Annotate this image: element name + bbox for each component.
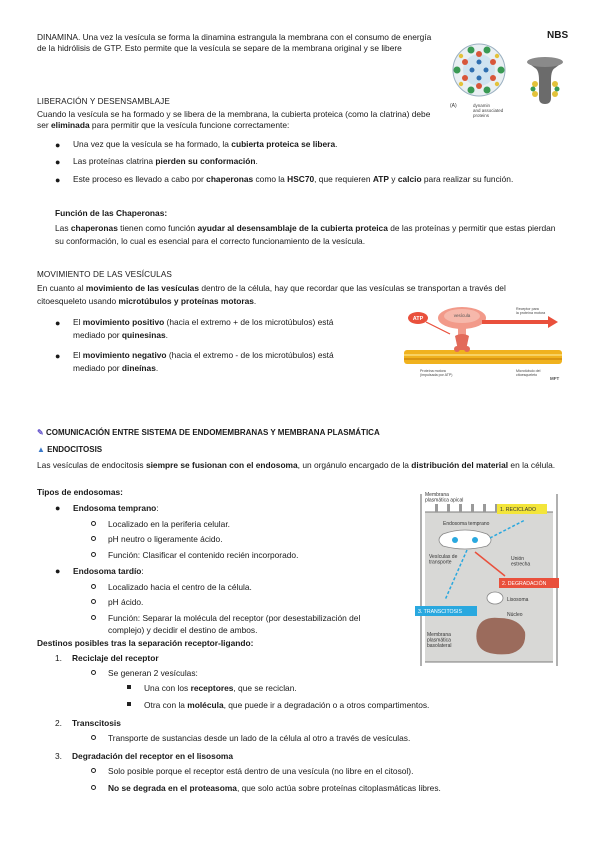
bullet-bold: calcio [397, 173, 422, 184]
liberacion-intro-text: Cuando la vesícula se ha formado y se libera de la membrana, la cubierta proteica (como la clatrina) debe ser [37, 109, 431, 131]
bullet-text: (hacia el extremo - de los microtúbulos) está mediado por [73, 349, 334, 374]
circle-bullet-icon [91, 670, 96, 675]
movimiento-intro-bold: microtúbulos y proteínas motoras [118, 296, 254, 307]
dinamina-text: Una vez la vesícula se forma la dinamina estrangula la membrana con el consumo de energía de la hidrólisis de GTP. Esto permite que la vesícula se separe de la membrana original y se libere [37, 32, 432, 54]
nucleo-label: Núcleo [507, 612, 523, 618]
flask-icon: ▲ [37, 445, 45, 454]
list-item [55, 750, 565, 762]
destino-sub-bold: No se degrada en el proteasoma [108, 782, 237, 793]
temprano-block [55, 502, 385, 561]
tardio-item: pH ácido. [108, 597, 144, 608]
bullet-text: . [165, 330, 168, 341]
movimiento-title: MOVIMIENTO DE LAS VESÍCULAS [37, 270, 172, 279]
tardio-title: Endosoma tardío [73, 566, 142, 576]
basolateral-label: Membrana plasmática basolateral [427, 632, 452, 649]
destinos-list [55, 652, 565, 794]
destino-subsub-bold: receptores [190, 683, 234, 694]
comunicacion-title-text: COMUNICACIÓN ENTRE SISTEMA DE ENDOMEMBRANAS Y MEMBRANA PLASMÁTICA [45, 428, 380, 437]
bullet-text: Este proceso es llevado a cabo por [73, 173, 207, 184]
bullet-icon: ● [55, 318, 61, 328]
list-item [91, 765, 565, 777]
list-item [91, 732, 565, 744]
pencil-icon: ✎ [37, 428, 44, 437]
bullet-icon: ● [55, 566, 61, 576]
atp-label: ATP [412, 316, 424, 322]
chaperonas-bold: ayudar al desensamblaje de la cubierta proteica [197, 223, 388, 233]
movimiento-intro-bold: movimiento de las vesículas [85, 283, 200, 293]
bullet-bold: chaperonas [206, 173, 254, 184]
bullet-text: El [73, 317, 83, 327]
bullet-text: como la [253, 173, 288, 184]
square-bullet-icon [127, 702, 131, 706]
bullet-text: Las proteínas clatrina [73, 156, 156, 167]
bullet-icon: ● [55, 157, 61, 168]
liberacion-intro-bold: eliminada [50, 120, 90, 131]
endocitosis-bold: siempre se fusionan con el endosoma [145, 460, 298, 470]
destino-subsub: , que puede ir a degradación o a otros compartimentos. [223, 699, 430, 710]
vesicula-label: vesícula [453, 313, 471, 318]
temprano-item: Función: Clasificar el contenido recién incorporado. [108, 549, 299, 560]
bullet-text: Una vez que la vesícula se ha formado, la [73, 139, 232, 149]
endocitosis-text: en la célula. [508, 460, 556, 470]
destino-num: 3. [55, 751, 62, 762]
apical-label: Membrana plasmática apical [425, 492, 464, 504]
endocitosis-text: Las vesículas de endocitosis [37, 460, 146, 470]
destino-sub: Se generan 2 vesículas: [108, 668, 198, 679]
temprano-suffix: : [156, 503, 159, 513]
chaperonas-text: de las proteínas y permitir que estas pierdan su conformación, lo cual es esencial para el correcto funcionamiento de la vesícula. [55, 223, 556, 247]
tardio-item: Función: Separar la molécula del receptor (por desestabilización del complejo) y decidir el destino de ambos. [108, 612, 361, 635]
list-item [127, 682, 565, 694]
endocitosis-intro [37, 460, 562, 471]
destino-sub: Transporte de sustancias desde un lado de la célula al otro a través de vesículas. [108, 732, 411, 743]
liberacion-bullets [55, 139, 565, 185]
dynamin-caption: dynamin and associated proteins [473, 103, 504, 118]
movimiento-bullets [55, 316, 365, 376]
comunicacion-title [37, 428, 380, 439]
destino-sub: Solo posible porque el receptor está dentro de una vesícula (no libre en el citosol). [108, 766, 414, 777]
temprano-item: pH neutro o ligeramente ácido. [108, 534, 223, 545]
circle-bullet-icon [91, 536, 96, 541]
bullet-text: , que requieren [314, 173, 373, 184]
square-bullet-icon [127, 685, 131, 689]
dinamina-paragraph [37, 32, 442, 55]
microtubulo-label: Microtúbulo del citoesqueleto [516, 369, 541, 377]
mft-credit: MFT [550, 376, 560, 381]
destino-num: 2. [55, 717, 62, 728]
circle-bullet-icon [91, 735, 96, 740]
degradacion-label: 2. DEGRADACIÓN [502, 581, 547, 587]
list-item [127, 699, 565, 711]
destino-subsub: Otra con la [144, 699, 188, 710]
motor-protein-figure [398, 304, 568, 382]
lisosoma-label: Lisosoma [507, 597, 529, 603]
bullet-bold: HSC70 [287, 173, 315, 184]
bullet-text: y [388, 173, 398, 184]
endocitosis-bold: distribución del material [411, 460, 509, 470]
bullet-text: para realizar su función. [421, 173, 514, 184]
destino-num: 1. [55, 653, 62, 663]
list-item [91, 533, 385, 545]
temprano-fig-label: Endosoma temprano [443, 521, 490, 527]
list-item [91, 612, 395, 636]
list-item [91, 518, 385, 530]
receptor-label: Receptor para la proteína motora [516, 307, 546, 315]
circle-bullet-icon [91, 615, 96, 620]
motora-label: Proteína motora (impulsada por ATP) [420, 369, 453, 377]
circle-bullet-icon [91, 552, 96, 557]
chaperonas-title: Función de las Chaperonas: [55, 208, 168, 218]
temprano-title: Endosoma temprano [73, 503, 157, 513]
dinamina-lead: DINAMINA. [37, 32, 81, 42]
destino-title: Reciclaje del receptor [72, 653, 159, 663]
list-item [55, 717, 565, 729]
union-fig-label: Unión estrecha [511, 556, 531, 568]
circle-bullet-icon [91, 785, 96, 790]
movimiento-intro-text: En cuanto al [37, 283, 86, 293]
endocitosis-title [37, 445, 102, 456]
nbs-badge: NBS [547, 30, 569, 41]
bullet-text: El [73, 349, 83, 360]
circle-bullet-icon [91, 599, 96, 604]
list-item [55, 174, 565, 185]
list-item [91, 549, 385, 561]
vesiculas-fig-label: Vesículas de transporte [429, 554, 458, 566]
bullet-bold: dineínas [121, 363, 156, 374]
movimiento-intro-text: . [253, 296, 257, 307]
bullet-text: . [335, 139, 338, 149]
bullet-text: (hacia el extremo + de los microtúbulos) está mediado por [73, 317, 334, 341]
endocytosis-figure [415, 490, 563, 670]
chaperonas-text: Las [55, 223, 71, 233]
destino-title: Degradación del receptor en el lisosoma [72, 751, 234, 762]
chaperonas-text: tienen como función [117, 223, 198, 233]
bullet-icon: ● [55, 140, 61, 150]
tardio-item: Localizado hacia el centro de la célula. [108, 582, 252, 593]
bullet-icon: ● [55, 350, 61, 361]
endocitosis-title-text: ENDOCITOSIS [47, 445, 103, 454]
destino-subsub: , que se reciclan. [233, 683, 297, 694]
chaperonas-bold: chaperonas [70, 223, 118, 233]
list-item [55, 565, 395, 577]
tardio-suffix: : [141, 566, 144, 576]
list-item [55, 349, 365, 376]
bullet-bold: pierden su conformación [155, 156, 256, 167]
temprano-item: Localizado en la periferia celular. [108, 519, 230, 530]
list-item [55, 156, 565, 167]
bullet-bold: movimiento positivo [82, 317, 165, 327]
bullet-icon: ● [55, 503, 61, 513]
bullet-bold: movimiento negativo [82, 349, 167, 360]
circle-bullet-icon [91, 768, 96, 773]
liberacion-intro-text-2: para permitir que la vesícula funcione correctamente: [89, 120, 290, 131]
destino-title: Transcitosis [72, 717, 121, 728]
destino-subsub: Una con los [144, 683, 191, 694]
list-item [91, 581, 395, 593]
reciclado-label: 1. RECICLADO [500, 507, 537, 513]
tipos-title: Tipos de endosomas: [37, 487, 123, 497]
chaperonas-paragraph [55, 222, 565, 248]
list-item [55, 502, 385, 514]
list-item [91, 596, 395, 608]
liberacion-intro [37, 109, 432, 132]
movimiento-intro-text: dentro de la célula, hay que recordar que las vesículas se transportan a través del citoesqueleto usando [37, 283, 506, 307]
bullet-bold: ATP [372, 173, 389, 184]
destinos-title: Destinos posibles tras la separación receptor-ligando: [37, 638, 254, 648]
destino-subsub-bold: molécula [187, 699, 224, 710]
bullet-text: . [255, 156, 258, 167]
list-item [55, 316, 365, 343]
bullet-icon: ● [55, 174, 61, 185]
circle-bullet-icon [91, 584, 96, 589]
bullet-text: . [155, 363, 159, 374]
list-item [91, 782, 565, 794]
dynamin-label-a: (A) [450, 103, 457, 109]
destino-sub: , que solo actúa sobre proteínas citoplasmáticas libres. [236, 782, 441, 793]
list-item [55, 139, 565, 150]
tardio-block [55, 565, 395, 636]
endocitosis-text: , un orgánulo encargado de la [297, 460, 412, 470]
transcitosis-label: 3. TRANSCITOSIS [418, 609, 462, 615]
liberacion-title: LIBERACIÓN Y DESENSAMBLAJE [37, 97, 170, 106]
bullet-bold: cubierta proteica se libera [231, 139, 336, 149]
circle-bullet-icon [91, 521, 96, 526]
bullet-bold: quinesinas [121, 330, 166, 341]
dynamin-figure [447, 40, 567, 120]
